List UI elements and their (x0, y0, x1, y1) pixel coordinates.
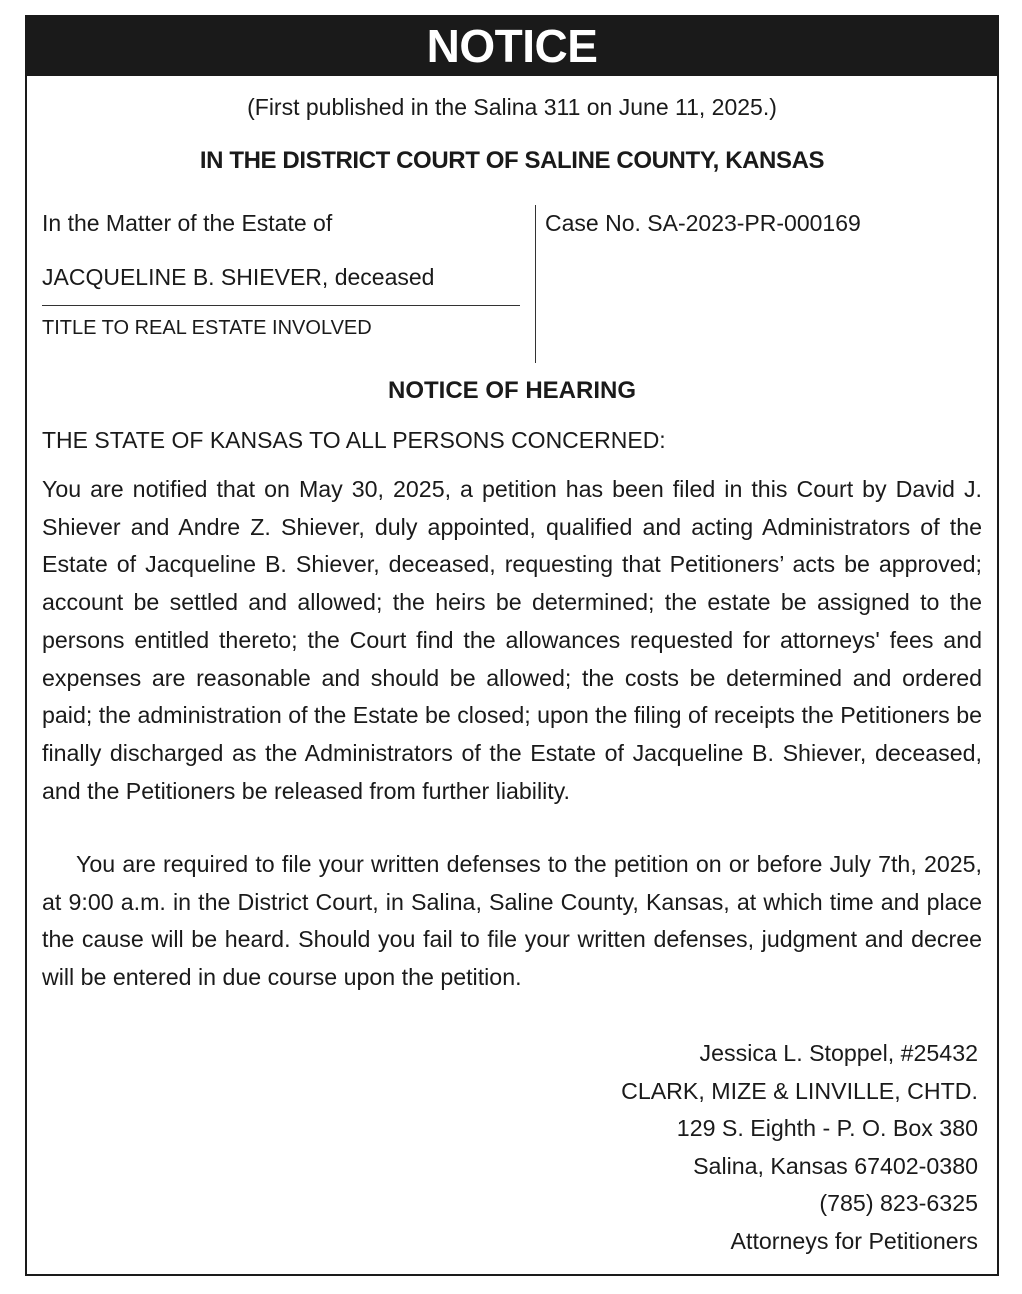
legal-notice (25, 15, 999, 1276)
law-firm: CLARK, MIZE & LINVILLE, CHTD. (621, 1077, 978, 1104)
attorney-role: Attorneys for Petitioners (730, 1227, 978, 1254)
caption-divider (535, 205, 536, 363)
hearing-heading: NOTICE OF HEARING (387, 377, 636, 404)
court-heading: IN THE DISTRICT COURT OF SALINE COUNTY, KANSAS (199, 147, 825, 174)
case-number: Case No. SA-2023-PR-000169 (545, 210, 861, 236)
signature-block (621, 1035, 978, 1260)
notice-paragraph: You are notified that on May 30, 2025, a petition has been filed in this Court by David J. Shiever and Andre Z. Shiever, duly appointed, qualified and acting Administrators of the Estate of Jacqueline B. Shiever, deceased, requesting that Petitioners’ acts be approved; account be settled and allowed; the heirs be determined; the estate be assigned to the persons entitled thereto; the Court find the allowances requested for attorneys' fees and expenses are reasonable and should be allowed; the costs be determined and ordered paid; the administration of the Estate be closed; upon the filing of receipts the Petitioners be finally discharged as the Administrators of the Estate of Jacqueline B. Shiever, deceased, and the Petitioners be released from further liability. (42, 476, 982, 804)
firm-phone: (785) 823-6325 (819, 1190, 978, 1216)
salutation: THE STATE OF KANSAS TO ALL PERSONS CONCERNED: (42, 427, 666, 453)
decedent-name: JACQUELINE B. SHIEVER, deceased (42, 264, 435, 290)
firm-city: Salina, Kansas 67402-0380 (693, 1152, 978, 1179)
caption-rule (42, 305, 520, 306)
notice-paragraph: You are required to file your written defenses to the petition on or before July 7th, 2025, at 9:00 a.m. in the District Court, in Salina, Saline County, Kansas, at which time and place the cause will be heard. Should you fail to file your written defenses, judgment and decree will be entered in due course upon the petition. (42, 851, 982, 991)
notice-title: NOTICE (27, 17, 997, 76)
estate-of-label: In the Matter of the Estate of (42, 210, 333, 236)
firm-address: 129 S. Eighth - P. O. Box 380 (676, 1115, 978, 1141)
publication-note: (First published in the Salina 311 on June 11, 2025.) (247, 94, 777, 120)
attorney-name: Jessica L. Stoppel, #25432 (699, 1040, 978, 1066)
title-note: TITLE TO REAL ESTATE INVOLVED (42, 317, 372, 339)
